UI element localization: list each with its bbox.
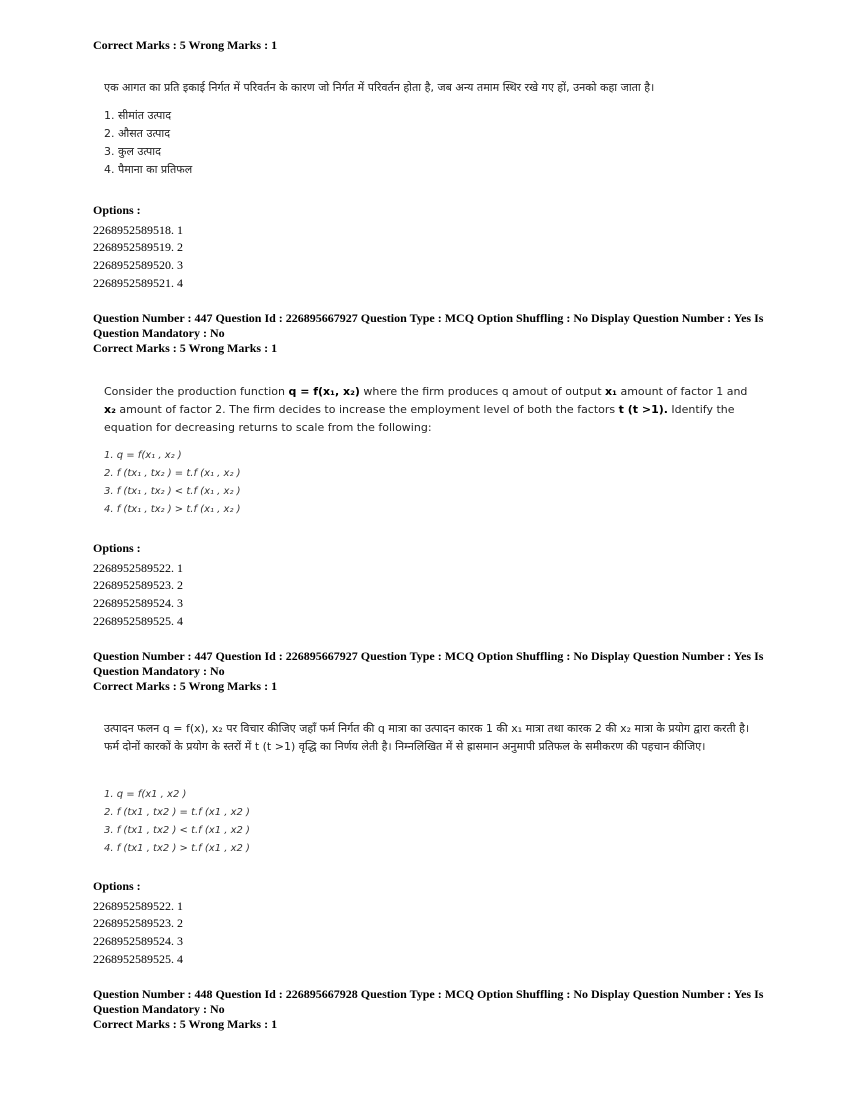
choice-item: 4. f (tx₁ , tx₂ ) > t.f (x₁ , x₂ )	[104, 504, 241, 515]
correct-marks-line: Correct Marks : 5 Wrong Marks : 1	[93, 1017, 278, 1031]
choice-list	[104, 786, 754, 858]
option-id: 2268952589523. 2	[93, 916, 183, 931]
choice-item: 2. f (tx1 , tx2 ) = t.f (x1 , x2 )	[104, 807, 250, 818]
question-header: Question Number : 448 Question Id : 226895667928 Question Type : MCQ Option Shuffling : No Display Question Number : Yes Is Question Mandatory : No	[93, 987, 767, 1016]
correct-marks-line: Correct Marks : 5 Wrong Marks : 1	[93, 341, 278, 355]
options-block	[93, 540, 183, 631]
question-body	[104, 720, 754, 766]
question-body	[104, 383, 754, 447]
option-id: 2268952589519. 2	[93, 240, 183, 255]
correct-marks-line: Correct Marks : 5 Wrong Marks : 1	[93, 38, 278, 52]
choice-item: 3. f (tx1 , tx2 ) < t.f (x1 , x2 )	[104, 825, 250, 836]
choice-item: 1. सीमांत उत्पाद	[104, 109, 172, 122]
question-body	[104, 79, 754, 179]
options-header: Options :	[93, 541, 141, 555]
options-header: Options :	[93, 879, 141, 893]
option-id: 2268952589523. 2	[93, 578, 183, 593]
options-header: Options :	[93, 203, 141, 217]
option-id: 2268952589524. 3	[93, 934, 183, 949]
choice-list	[104, 107, 754, 179]
option-id: 2268952589521. 4	[93, 275, 183, 290]
option-id: 2268952589522. 1	[93, 560, 183, 575]
options-block	[93, 878, 183, 969]
option-id: 2268952589522. 1	[93, 898, 183, 913]
choice-item: 2. f (tx₁ , tx₂ ) = t.f (x₁ , x₂ )	[104, 468, 241, 479]
choice-item: 4. पैमाना का प्रतिफल	[104, 163, 193, 176]
option-id: 2268952589518. 1	[93, 222, 183, 237]
options-block	[93, 202, 183, 293]
choice-item: 4. f (tx1 , tx2 ) > t.f (x1 , x2 )	[104, 843, 250, 854]
option-id: 2268952589520. 3	[93, 258, 183, 273]
question-header: Question Number : 447 Question Id : 226895667927 Question Type : MCQ Option Shuffling : No Display Question Number : Yes Is Question Mandatory : No	[93, 311, 767, 340]
question-text: Consider the production function q = f(x₁, x₂) where the firm produces q amout of output x₁ amount of factor 1 and x₂ amount of factor 2. The firm decides to increase the employment level of both the factors t (t >1). Identify the equation for decreasing returns to scale from the following:	[104, 385, 748, 434]
question-header: Question Number : 447 Question Id : 226895667927 Question Type : MCQ Option Shuffling : No Display Question Number : Yes Is Question Mandatory : No	[93, 649, 767, 678]
choice-item: 2. औसत उत्पाद	[104, 127, 171, 140]
choice-item: 1. q = f(x1 , x2 )	[104, 789, 187, 800]
option-id: 2268952589524. 3	[93, 596, 183, 611]
correct-marks-line: Correct Marks : 5 Wrong Marks : 1	[93, 679, 278, 693]
option-id: 2268952589525. 4	[93, 613, 183, 628]
choice-list	[104, 447, 754, 519]
question-text: उत्पादन फलन q = f(x), x₂ पर विचार कीजिए जहाँ फर्म निर्गत की q मात्रा का उत्पादन कारक 1 की x₁ मात्रा तथा कारक 2 की x₂ मात्रा के प्रयोग द्वारा करती है। फर्म दोनों कारकों के प्रयोग के स्तरों में t (t >1) वृद्धि का निर्णय लेती है। निम्नलिखित में से ह्रासमान अनुमापी प्रतिफल के समीकरण की पहचान कीजिए।	[104, 722, 750, 753]
question-text: एक आगत का प्रति इकाई निर्गत में परिवर्तन के कारण जो निर्गत में परिवर्तन होता है, जब अन्य तमाम स्थिर रखे गए हों, उनको कहा जाता है।	[104, 81, 655, 94]
choice-item: 3. f (tx₁ , tx₂ ) < t.f (x₁ , x₂ )	[104, 486, 241, 497]
option-id: 2268952589525. 4	[93, 951, 183, 966]
choice-item: 3. कुल उत्पाद	[104, 145, 161, 158]
choice-item: 1. q = f(x₁ , x₂ )	[104, 450, 182, 461]
formula: q = f(x₁, x₂)	[288, 385, 360, 398]
